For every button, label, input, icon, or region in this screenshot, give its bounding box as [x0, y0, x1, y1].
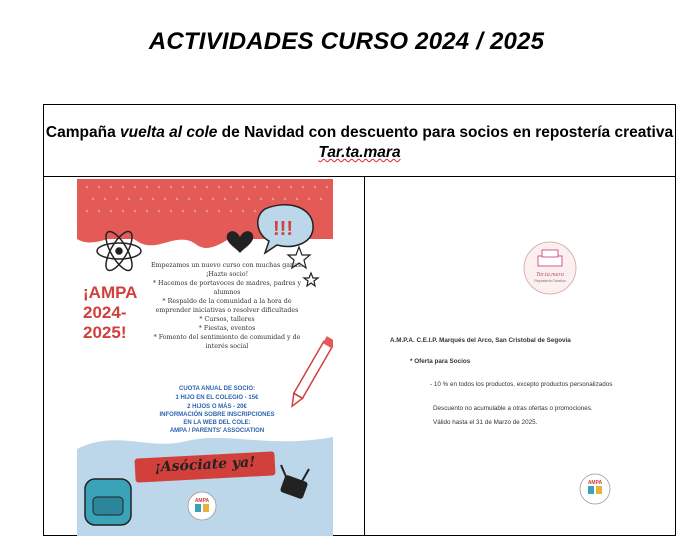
campaign-brand: Tar.ta.mara	[318, 144, 401, 161]
intro-line: Empezamos un nuevo curso con muchas ganas.	[150, 262, 304, 269]
tartamara-logo-icon	[522, 240, 578, 296]
campaign-header-cell	[44, 105, 675, 177]
flyer-logo-text: AMPA	[587, 480, 603, 486]
intro-line: * Fiestas, eventos	[198, 325, 256, 332]
activities-table	[43, 104, 676, 536]
backpack-icon	[85, 479, 131, 525]
intro-line: ¡Hazte socio!	[205, 271, 249, 278]
heart-icon	[227, 231, 254, 253]
join-text: ¡Asóciate ya!	[154, 454, 256, 476]
shop-logo-sub: Repostería Creativa	[534, 279, 566, 283]
flyer-discount: - 10 % en todos los productos, excepto productos personalizados	[430, 381, 613, 388]
ampa-logo-icon	[579, 473, 611, 505]
quota-line: 2 HIJOS O MÁS - 20€	[187, 404, 247, 410]
campaign-text-part1: Campaña	[45, 124, 121, 141]
ampa-poster-image	[77, 179, 333, 536]
campaign-text-part2: de Navidad con descuento para socios en repostería creativa	[217, 124, 674, 141]
ampa-logo-icon	[187, 491, 217, 521]
exclamation-bubble-icon	[258, 205, 313, 253]
page-title: ACTIVIDADES CURSO 2024 / 2025	[148, 28, 545, 55]
svg-text:!!!: !!!	[273, 218, 293, 240]
quota-line: 1 HIJO EN EL COLEGIO - 15€	[175, 395, 259, 401]
poster-logo-text: AMPA	[194, 498, 210, 504]
shop-discount-flyer	[365, 178, 675, 535]
flyer-note: Descuento no acumulable a otras ofertas o promociones.	[433, 405, 593, 412]
intro-line: * Cursos, talleres	[199, 316, 255, 323]
intro-line: * Respaldo de la comunidad a la hora de emprender iniciativas o resolver dificultades	[155, 298, 299, 314]
quota-title: CUOTA ANUAL DE SOCIO:	[179, 386, 255, 392]
info-line: INFORMACIÓN SOBRE INSCRIPCIONES	[159, 412, 275, 418]
campaign-text-italic: vuelta al cole	[120, 124, 218, 141]
info-line: AMPA / PARENTS' ASSOCIATION	[169, 428, 265, 434]
flyer-validity: Válido hasta el 31 de Marzo de 2025.	[433, 419, 538, 426]
poster-intro	[147, 261, 307, 351]
ampa-headline: ¡AMPA 2024-2025!	[83, 283, 137, 342]
flyer-header: A.M.P.A. C.E.I.P. Marqués del Arco, San Cristobal de Segovia	[390, 337, 571, 344]
flyer-offer-label: * Oferta para Socios	[410, 358, 471, 365]
membership-quota	[117, 385, 317, 412]
poster-decorations	[77, 179, 333, 536]
intro-line: * Hacemos de portavoces de madres, padres y alumnos	[152, 280, 302, 296]
registration-info	[117, 411, 317, 435]
shop-logo-name: Tar.ta.mara	[536, 272, 564, 278]
info-line: EN LA WEB DEL COLE:	[183, 420, 251, 426]
intro-line: * Fomento del sentimiento de comunidad y de interés social	[153, 334, 301, 350]
